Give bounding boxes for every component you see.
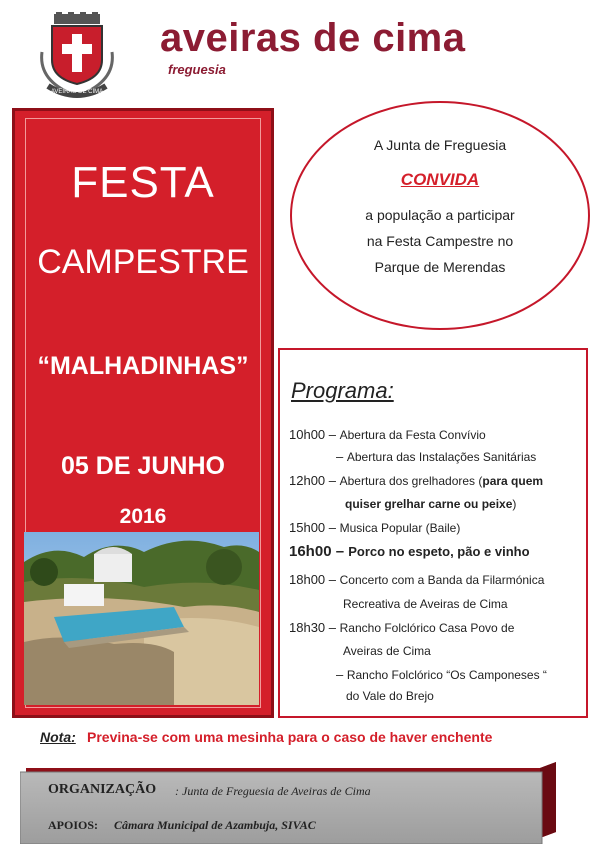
schedule-description: Rancho Folclórico “Os Camponeses “: [346, 668, 547, 682]
invitation-convida: CONVIDA: [400, 170, 480, 189]
schedule-description: do Vale do Brejo: [346, 689, 434, 703]
invitation-line: Parque de Merendas: [374, 259, 506, 275]
event-title-festa: FESTA: [71, 158, 215, 207]
schedule-separator: –: [325, 572, 340, 587]
programa-title: Programa:: [291, 378, 394, 403]
schedule-description-bold: para quem: [482, 474, 544, 488]
sponsors-label: APOIOS:: [48, 818, 99, 832]
event-title-campestre: CAMPESTRE: [37, 243, 249, 281]
schedule-description: Concerto com a Banda da Filarmónica: [339, 573, 545, 587]
schedule-separator: –: [325, 427, 340, 442]
schedule-row: [289, 427, 486, 442]
brand-logo-subtitle: freguesia: [168, 62, 226, 77]
schedule-time: 12h00: [289, 473, 326, 488]
schedule-separator: –: [325, 520, 340, 535]
schedule-time: 15h00: [289, 520, 326, 535]
schedule-separator: –: [325, 620, 340, 635]
schedule-time: 10h00: [289, 427, 326, 442]
event-location-name: “MALHADINHAS”: [37, 352, 249, 380]
organizer-value: : Junta de Freguesia de Aveiras de Cima: [175, 784, 371, 798]
schedule-row: [289, 620, 514, 635]
schedule-row: [345, 496, 516, 511]
sponsors-value: Câmara Municipal de Azambuja, SIVAC: [114, 818, 316, 832]
invitation-line: a população a participar: [365, 207, 515, 223]
schedule-description: Abertura dos grelhadores (: [339, 474, 483, 488]
svg-text:AVEIRAS DE CIMA: AVEIRAS DE CIMA: [50, 89, 104, 95]
schedule-row-highlight: [289, 543, 530, 560]
schedule-time: 18h00: [289, 572, 326, 587]
event-date: 05 DE JUNHO: [61, 452, 225, 480]
schedule-time: 18h30: [289, 620, 326, 635]
schedule-row: [343, 643, 431, 658]
note-label: Nota:: [40, 729, 76, 745]
schedule-row: [336, 449, 536, 464]
schedule-row: [336, 667, 547, 682]
invitation-line: na Festa Campestre no: [366, 233, 514, 249]
schedule-row: [346, 688, 434, 703]
organizer-label: ORGANIZAÇÃO: [48, 782, 157, 797]
schedule-description: Porco no espeto, pão e vinho: [348, 544, 530, 559]
schedule-description: ): [512, 497, 517, 511]
schedule-row: [343, 596, 508, 611]
schedule-description-bold: quiser grelhar carne ou peixe: [345, 497, 513, 511]
schedule-row: [289, 473, 543, 488]
schedule-description: Musica Popular (Baile): [339, 521, 461, 535]
schedule-description: Abertura das Instalações Sanitárias: [346, 450, 537, 464]
schedule-row: [289, 572, 544, 587]
schedule-description: Rancho Folclórico Casa Povo de: [339, 621, 515, 635]
schedule-row: [289, 520, 460, 535]
note-text: Previna-se com uma mesinha para o caso de haver enchente: [87, 729, 493, 745]
event-year: 2016: [119, 505, 167, 528]
park-photo-image: [24, 532, 259, 705]
invitation-line: A Junta de Freguesia: [373, 137, 507, 153]
coat-of-arms-icon: [38, 12, 116, 102]
schedule-description: Abertura da Festa Convívio: [339, 428, 486, 442]
brand-logo-title: aveiras de cima: [160, 16, 466, 60]
schedule-description: Recreativa de Aveiras de Cima: [343, 597, 508, 611]
schedule-description: Aveiras de Cima: [343, 644, 431, 658]
schedule-separator: –: [325, 473, 340, 488]
schedule-separator: –: [336, 449, 347, 464]
schedule-time: 16h00 –: [289, 543, 345, 560]
schedule-separator: –: [336, 667, 347, 682]
